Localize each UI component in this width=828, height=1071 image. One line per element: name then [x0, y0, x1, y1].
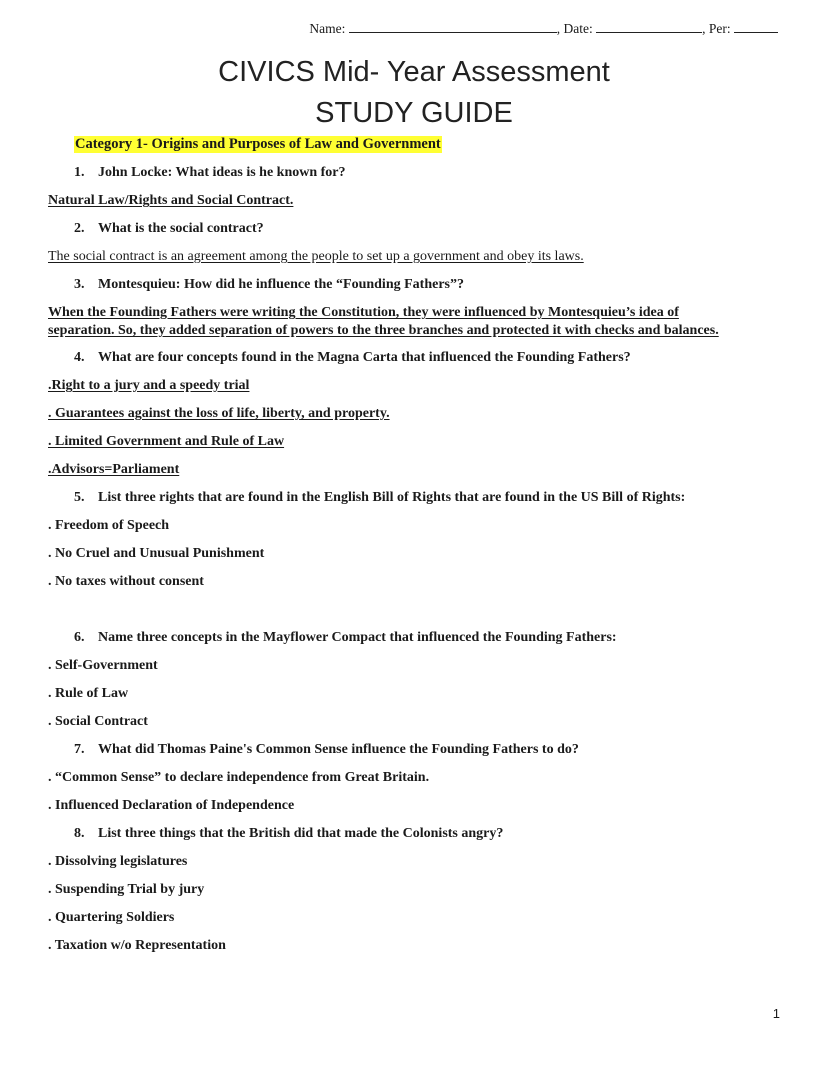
answer-5-item: . No Cruel and Unusual Punishment — [48, 546, 265, 561]
page-title-line1: CIVICS Mid- Year Assessment — [218, 56, 610, 88]
answer-5-item: . No taxes without consent — [48, 574, 204, 589]
name-blank — [349, 20, 557, 33]
answer-3-line2: separation. So, they added separation of powers to the three branches and protected it with checks and balances. — [48, 323, 719, 338]
answer-8-item: . Suspending Trial by jury — [48, 882, 205, 897]
answer-8-item: . Dissolving legislatures — [48, 854, 188, 869]
answer-6-item: . Rule of Law — [48, 686, 129, 701]
answer-1: Natural Law/Rights and Social Contract. — [48, 193, 294, 208]
answer-6-item: . Self-Government — [48, 658, 158, 673]
question-6: 6. Name three concepts in the Mayflower Compact that influenced the Founding Fathers: — [74, 630, 617, 645]
answer-3-line1: When the Founding Fathers were writing the Constitution, they were influenced by Montesquieu’s idea of — [48, 305, 679, 320]
question-1: 1. John Locke: What ideas is he known for? — [74, 165, 346, 180]
date-label: , Date: — [556, 21, 593, 36]
name-label: Name: — [309, 21, 346, 36]
category-heading: Category 1- Origins and Purposes of Law and Government — [75, 136, 441, 152]
question-5: 5. List three rights that are found in the English Bill of Rights that are found in the US Bill of Rights: — [74, 490, 686, 505]
page-title-line2: STUDY GUIDE — [315, 97, 513, 129]
answer-4-item: . Limited Government and Rule of Law — [48, 434, 285, 449]
question-4: 4. What are four concepts found in the Magna Carta that influenced the Founding Fathers? — [74, 350, 631, 365]
answer-5-item: . Freedom of Speech — [48, 518, 170, 533]
answer-2: The social contract is an agreement among the people to set up a government and obey its laws. — [48, 249, 584, 264]
date-blank — [596, 20, 702, 33]
per-label: , Per: — [702, 21, 731, 36]
page-number: 1 — [772, 1006, 780, 1021]
answer-6-item: . Social Contract — [48, 714, 148, 729]
answer-7-item: . “Common Sense” to declare independence from Great Britain. — [48, 770, 430, 785]
question-2: 2. What is the social contract? — [74, 221, 264, 236]
answer-4-item: .Advisors=Parliament — [48, 462, 180, 477]
question-3: 3. Montesquieu: How did he influence the “Founding Fathers”? — [74, 277, 464, 292]
answer-7-item: . Influenced Declaration of Independence — [48, 798, 295, 813]
answer-4-item: .Right to a jury and a speedy trial — [48, 378, 250, 393]
answer-8-item: . Taxation w/o Representation — [48, 938, 226, 953]
answer-4-item: . Guarantees against the loss of life, liberty, and property. — [48, 406, 390, 421]
question-7: 7. What did Thomas Paine's Common Sense influence the Founding Fathers to do? — [74, 742, 579, 757]
header-fields — [309, 20, 778, 37]
per-blank — [734, 20, 778, 33]
answer-8-item: . Quartering Soldiers — [48, 910, 175, 925]
question-8: 8. List three things that the British did that made the Colonists angry? — [74, 826, 504, 841]
